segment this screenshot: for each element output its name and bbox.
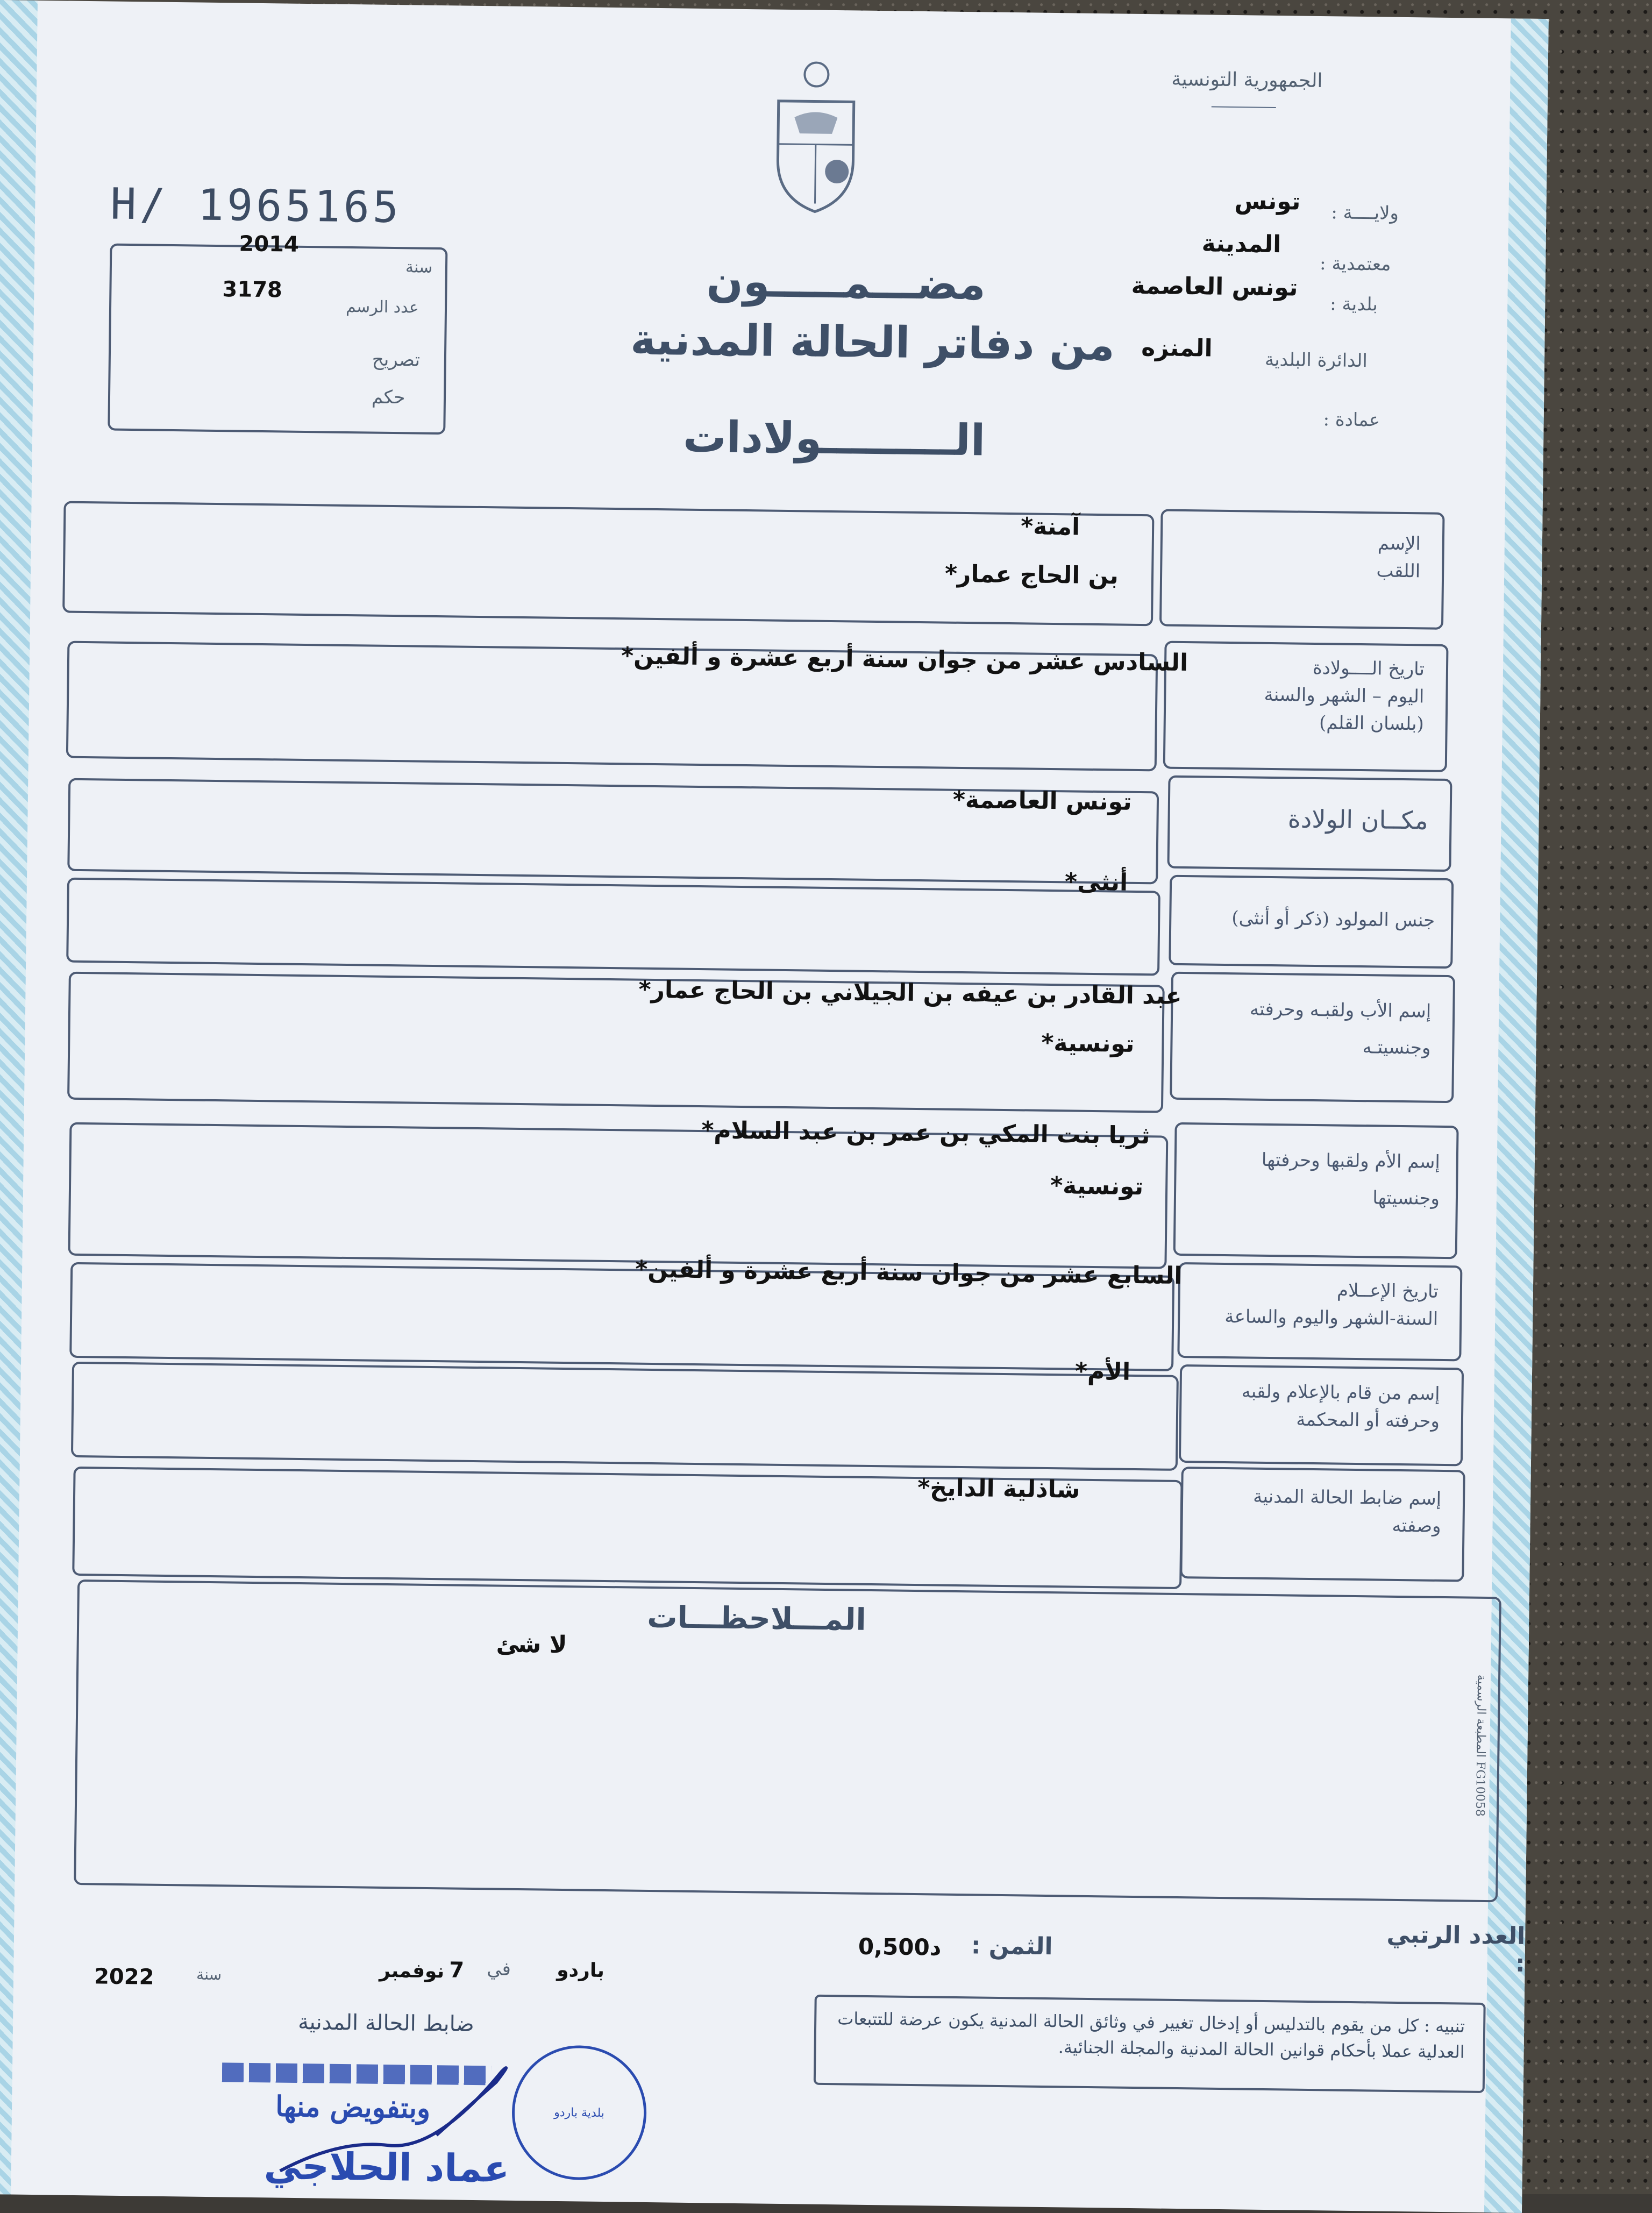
label-cell-sex: [1169, 875, 1454, 969]
given-name-value: آمنة*: [1020, 513, 1080, 541]
birth-date-value: السادس عشر من جوان سنة أربع عشرة و ألفين*: [621, 642, 1188, 677]
birth-place-value: تونس العاصمة*: [952, 786, 1133, 816]
surname-value: بن الحاج عمار*: [944, 560, 1119, 590]
remarks-value: لا شئ: [496, 1630, 567, 1659]
section-title: الـــــــــولادات: [682, 411, 986, 466]
delegation-stamp: وبتفويض منها: [275, 2090, 431, 2125]
field-name-labels: [1162, 511, 1443, 601]
field-label: وجنسيتـه: [1362, 1036, 1431, 1059]
field-label: وجنسيتها: [1372, 1187, 1440, 1209]
wilaya-label: ولايــــة :: [1331, 202, 1399, 224]
declaration-label: تصريح: [372, 348, 421, 371]
date-in-label: في: [487, 1958, 511, 1980]
serial-order-label: العدد الرتبي :: [1386, 1920, 1526, 1977]
price-value: 0,500د: [858, 1933, 942, 1961]
daira-label: الدائرة البلدية: [1264, 348, 1368, 372]
field-label: إسم الأم ولقبها وحرفتها: [1261, 1149, 1441, 1173]
left-decorative-border: [0, 0, 38, 2195]
label-cell-declaration-date: [1177, 1262, 1462, 1361]
omada-label: عمادة :: [1323, 409, 1380, 431]
father-name-value: عبد القادر بن عيفه بن الجيلاني بن الحاج عمار*: [638, 976, 1182, 1010]
label-cell-father: [1170, 972, 1455, 1103]
field-label: إسم من قام بالإعلام ولقبه: [1241, 1381, 1440, 1405]
field-mother-labels: [1176, 1125, 1456, 1233]
field-label: وصفته: [1392, 1514, 1441, 1537]
mother-name-value: ثريا بنت المكي بن عمر بن عبد السلام*: [701, 1116, 1150, 1150]
date-day: 7: [449, 1958, 465, 1983]
label-cell-declarant: [1179, 1364, 1464, 1466]
officer-title: ضابط الحالة المدنية: [297, 2010, 475, 2037]
record-year-label: سنة: [405, 258, 433, 277]
field-birth-date-labels: [1165, 643, 1446, 748]
mother-nationality-value: تونسية*: [1050, 1172, 1144, 1201]
declarant-value: الأم*: [1074, 1357, 1131, 1386]
value-cell-sex: [66, 878, 1160, 976]
baladia-label: بلدية :: [1330, 293, 1378, 316]
baladia-value: تونس العاصمة: [1131, 272, 1298, 302]
record-number-label: عدد الرسم: [345, 297, 419, 317]
signatory-stamp: عماد الحلاجي: [264, 2144, 510, 2191]
sex-value: أنثى*: [1064, 868, 1128, 896]
field-declaration-date-labels: [1180, 1264, 1461, 1344]
remarks-label: المـــلاحظـــات: [646, 1599, 867, 1638]
fields-table: [51, 485, 1462, 1578]
field-label: مكــان الولادة: [1287, 804, 1428, 835]
field-label: اليوم – الشهر والسنة: [1264, 684, 1425, 708]
label-cell-officer: [1180, 1467, 1465, 1582]
legal-warning: تنبيه : كل من يقوم بالتدليس أو إدخال تغيير في وثائق الحالة المدنية يكون عرضة للتتبعات العدلية عملا بأحكام قوانين الحالة المدنية والمجلة الجنائية.: [837, 2008, 1465, 2062]
declaration-date-value: السابع عشر من جوان سنة أربع عشرة و ألفين*: [635, 1255, 1183, 1290]
place-value: باردو: [557, 1959, 605, 1982]
father-nationality-value: تونسية*: [1041, 1029, 1135, 1058]
judgment-label: حكم: [371, 386, 405, 409]
label-cell-name: [1159, 509, 1445, 629]
title-line2: من دفاتر الحالة المدنية: [630, 314, 1115, 371]
record-number-value: 3178: [222, 277, 283, 303]
field-label: تاريخ الإعــلام: [1336, 1279, 1439, 1303]
field-declarant-labels: [1181, 1367, 1462, 1446]
value-cell-declarant: [71, 1362, 1179, 1471]
record-year-value: 2014: [239, 231, 300, 257]
label-cell-mother: [1173, 1122, 1459, 1259]
daira-value: المنزه: [1141, 333, 1213, 362]
field-label: الإسم: [1377, 532, 1421, 555]
serial-number: H/ 1965165: [110, 179, 402, 233]
mootamadia-value: المدينة: [1201, 230, 1281, 259]
field-label: جنس المولود (ذكر أو أنثى): [1231, 907, 1435, 931]
handwritten-signature-icon: [274, 2047, 545, 2190]
field-label: وحرفته أو المحكمة: [1296, 1408, 1440, 1432]
date-month: نوفمبر: [379, 1959, 445, 1983]
officer-value: شاذلية الدايخ*: [917, 1474, 1080, 1504]
printer-mark: المطبعة الرسمية FG10058: [1472, 1674, 1489, 1817]
field-label: إسم ضابط الحالة المدنية: [1253, 1485, 1442, 1510]
price-label: الثمن :: [971, 1932, 1053, 1961]
title-line1: مضـــمـــــون: [706, 256, 986, 310]
field-label: إسم الأب ولقبـه وحرفته: [1249, 998, 1432, 1022]
date-year-value: 2022: [94, 1964, 154, 1990]
field-father-labels: [1172, 974, 1453, 1083]
republic-header: الجمهورية التونسية: [1171, 68, 1323, 92]
wilaya-value: تونس: [1234, 187, 1301, 216]
label-cell-birth-place: [1167, 775, 1452, 872]
label-cell-birth-date: [1163, 641, 1449, 772]
mootamadia-label: معتمدية :: [1319, 253, 1391, 275]
field-label: تاريخ الــــولادة: [1312, 657, 1425, 680]
field-label: السنة-الشهر واليوم والساعة: [1224, 1306, 1439, 1330]
field-label: (بلسان القلم): [1319, 712, 1424, 735]
coat-of-arms-icon: [761, 58, 871, 215]
header-rule: [1212, 106, 1276, 108]
round-stamp-text: بلدية باردو: [554, 2105, 605, 2120]
date-year-label: سنة: [196, 1965, 222, 1984]
field-officer-labels: [1183, 1469, 1463, 1554]
field-label: اللقب: [1376, 560, 1421, 582]
